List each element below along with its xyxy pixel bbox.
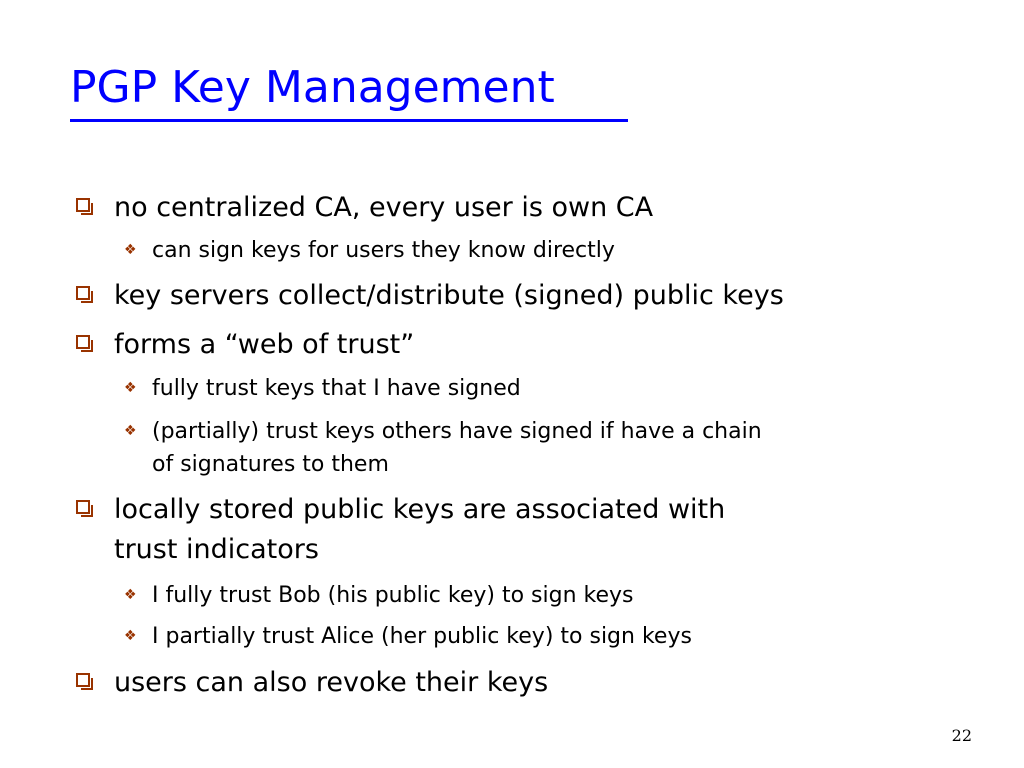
diamond-bullet-icon: ❖ [124,423,137,439]
diamond-bullet-icon: ❖ [124,628,137,644]
bullet-item [76,325,414,365]
sub-bullet-continuation [124,448,389,481]
sub-bullet-text: (partially) trust keys others have signed if have a chain [152,419,762,444]
box-bullet-icon [76,335,90,349]
sub-bullet-text: fully trust keys that I have signed [152,376,521,401]
box-bullet-icon [76,198,90,212]
page-number: 22 [951,726,972,745]
sub-bullet-item [124,620,692,653]
box-bullet-icon [76,673,90,687]
bullet-item [76,276,784,316]
sub-bullet-text: I fully trust Bob (his public key) to sign keys [152,583,634,608]
bullet-text: locally stored public keys are associated with [114,494,726,525]
sub-bullet-item [124,234,615,267]
sub-bullet-item [124,415,762,448]
bullet-item [76,188,653,228]
bullet-text: trust indicators [114,534,319,565]
bullet-text: forms a “web of trust” [114,329,415,360]
bullet-item [76,490,725,530]
diamond-bullet-icon: ❖ [124,587,137,603]
bullet-text: key servers collect/distribute (signed) public keys [114,280,784,311]
box-bullet-icon [76,286,90,300]
bullet-text: no centralized CA, every user is own CA [114,192,654,223]
diamond-bullet-icon: ❖ [124,380,137,396]
sub-bullet-text: I partially trust Alice (her public key) to sign keys [152,624,692,649]
bullet-item [76,663,548,703]
sub-bullet-text: can sign keys for users they know directly [152,238,615,263]
sub-bullet-text: of signatures to them [152,452,389,477]
sub-bullet-item [124,579,634,612]
box-bullet-icon [76,500,90,514]
bullet-text: users can also revoke their keys [114,667,549,698]
diamond-bullet-icon: ❖ [124,242,137,258]
slide-title: PGP Key Management [70,62,555,113]
bullet-continuation [76,530,319,570]
sub-bullet-item [124,372,521,405]
